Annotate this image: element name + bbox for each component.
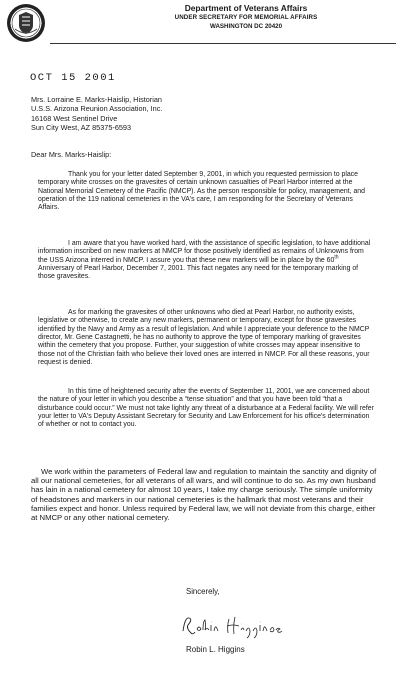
signer-name: Robin L. Higgins <box>186 645 245 654</box>
signature-image <box>177 611 287 641</box>
salutation: Dear Mrs. Marks-Haislip: <box>31 150 112 159</box>
body-paragraph-1: Thank you for your letter dated September 9, 2001, in which you requested permission to place temporary white crosses on the gravesites of certain unknown casualties of Pearl Harbor interred at the National Memorial Cemetery of the Pacific (NMCP). As the person responsible for policy, management, and operation of the 119 national cemeteries in the VA's care, I am responding for the Secretary of Veterans Affairs. <box>38 171 365 212</box>
recipient-line: U.S.S. Arizona Reunion Association, Inc. <box>31 104 163 114</box>
letterhead-department: Department of Veterans Affairs <box>184 3 308 13</box>
body-paragraph-2-text: I am aware that you have worked hard, with the assistance of specific legislation, to have additional information inscribed on new markers at NMCP for those positively identified as remains of Unknowns from the USS Arizona interred in NMCP. I assure you that these new markers will be in place by the 60 <box>38 240 371 264</box>
recipient-line: Sun City West, AZ 85375-6593 <box>31 122 132 132</box>
department-seal-icon <box>6 3 46 43</box>
letterhead <box>96 4 396 31</box>
body-paragraph-3: As for marking the gravesites of other unknowns who died at Pearl Harbor, no authority exists, legislative or otherwise, to create any new markers, permanent or temporary, except for those gravesites identified by the Navy and Army as a result of legislation. And while I appreciate your deference to the NMCP director, Mr. Gene Castagnetti, he has no authority to approve the type of temporary marking of gravesites within the cemetery that you propose. Further, your suggestion of white crosses may appear insensitive to those not of the Christian faith who believe their loved ones are interred in NMCP. For all these reasons, your request is denied. <box>38 309 370 367</box>
recipient-address <box>31 95 371 132</box>
ordinal-suffix: th <box>334 254 339 261</box>
body-paragraph-2-text-cont: Anniversary of Pearl Harbor, December 7, 2001. This fact negates any need for the temporary marking of those gravesites. <box>38 265 359 281</box>
body-paragraph-2 <box>38 240 374 282</box>
body-paragraph-4: In this time of heightened security after the events of September 11, 2001, we are concerned about the nature of your letter in which you describe a “tense situation” and that you have been told “that a disturbance could occur.” We must not take lightly any threat of a disturbance at a Federal facility. We will refer your letter to VA's Deputy Assistant Secretary for Security and Law Enforcement for his office's determination of whether or not to contact you. <box>38 388 374 429</box>
letterhead-divider <box>50 43 396 44</box>
letterhead-office: UNDER SECRETARY FOR MEMORIAL AFFAIRS <box>174 14 318 21</box>
closing: Sincerely, <box>186 587 220 596</box>
recipient-line: 16168 West Sentinel Drive <box>31 113 118 123</box>
recipient-line: Mrs. Lorraine E. Marks-Haislip, Historian <box>31 95 162 104</box>
letter-date-stamp: OCT 15 2001 <box>30 72 116 84</box>
letterhead-location: WASHINGTON DC 20420 <box>209 23 283 30</box>
body-paragraph-5: We work within the parameters of Federal law and regulation to maintain the sanctity and dignity of all our national cemeteries, for all veterans of all wars, and will continue to do so. As my own husband has lain in a national cemetery for almost 10 years, I take my charge seriously. The simple uniformity of headstones and markers in our national cemeteries is the hallmark that most veterans and their families expect and honor. Unless required by Federal law, we will not deviate from this charge, either at NMCP or any other national cemetery. <box>31 467 377 523</box>
